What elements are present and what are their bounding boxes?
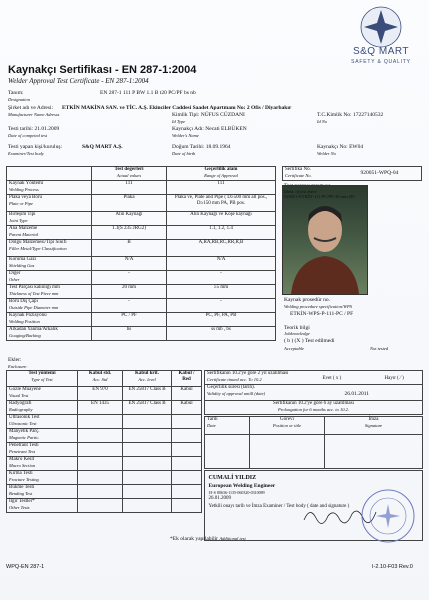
variable-actual: PC / PF: [92, 313, 167, 327]
variable-label: Diğer Other: [7, 271, 92, 285]
test-level: [123, 429, 172, 443]
variable-actual: -: [92, 271, 167, 285]
wps-en: Welding procedure specification/WPS: [284, 304, 352, 309]
cert-no-box: [282, 166, 422, 181]
range-header: Geçerlilik alanı Range of Approval: [167, 167, 276, 181]
validity-value: 26.01.2011: [344, 390, 370, 397]
test-level: [123, 471, 172, 485]
welder-portrait-icon: [283, 186, 367, 294]
variable-range: ss mb , bs: [167, 327, 276, 341]
variable-row: [7, 226, 276, 240]
manufacturer-en: Manufacturer Name Adresss: [8, 112, 60, 117]
variable-label: Plaka veya Boru Plate or Pipe: [7, 195, 92, 212]
variable-actual: 1.1(S 235 JRG2): [92, 226, 167, 240]
test-label: Radyografi Radiography: [7, 401, 78, 415]
variable-label: Birleşim Tipi Joint Type: [7, 212, 92, 226]
footer-rev: I-2.10-F03 Rev.0: [372, 564, 413, 570]
examiner-en: Examiner/Test body: [8, 151, 44, 156]
brand-logo: [340, 6, 422, 70]
brand-tagline: SAFETY & QUALITY: [351, 59, 411, 65]
variable-label: Ana Malzeme Parent Material: [7, 226, 92, 240]
enclosure-label: Ekler:: [8, 357, 22, 363]
inspector-title: European Welding Engineer: [208, 482, 276, 489]
designation-value: EN 287-1 111 P BW 1.1 B t20 PC/PF bs nb: [100, 90, 196, 96]
test-acc: [172, 471, 202, 485]
test-row: [7, 415, 202, 429]
variable-row: [7, 257, 276, 271]
star-logo-icon: [360, 6, 402, 48]
tc-label: T.C.Kimlik No: 17227140532: [317, 112, 384, 118]
test-level: [123, 415, 172, 429]
test-std: [78, 457, 123, 471]
variable-range: Alın Kaynağı ve Köşe kaynağı: [167, 212, 276, 226]
level-header: Kabul krit. Acc. level: [123, 371, 172, 387]
test-date-en: Date of competed test: [8, 133, 48, 138]
examiner-value: S&Q MART A.Ş.: [82, 144, 123, 150]
test-acc: [172, 429, 202, 443]
page-subtitle: Welder Approval Test Certificate - EN 287-1:2004: [8, 77, 149, 85]
acceptable-en: Acceptable: [284, 346, 304, 351]
test-std: [78, 485, 123, 499]
inspector-id: I/I-S 80636-1135-060320-0310089: [208, 489, 265, 495]
test-std: [78, 443, 123, 457]
test-acc: Kabul: [172, 387, 202, 401]
company-stamp-icon: [360, 488, 416, 544]
variable-row: [7, 327, 276, 341]
test-level: [123, 499, 172, 513]
variable-range: -: [167, 271, 276, 285]
test-acc: Kabul: [172, 401, 202, 415]
birth-en: Date of birth: [172, 151, 196, 156]
variable-row: [7, 212, 276, 226]
actual-header: Test değerleri Actual values: [92, 167, 167, 181]
manufacturer-label: Şirket adı ve Adresi:: [8, 105, 54, 111]
variable-row: [7, 285, 276, 299]
variable-range: ≥5 mm: [167, 285, 276, 299]
variable-actual: -: [92, 299, 167, 313]
test-std: [78, 499, 123, 513]
variable-row: [7, 271, 276, 285]
test-acc: [172, 485, 202, 499]
welder-photo: [282, 185, 368, 295]
variable-actual: bs: [92, 327, 167, 341]
variable-actual: 20 mm: [92, 285, 167, 299]
variable-range: A,RA,RB,RC,RR,R,B: [167, 240, 276, 257]
date-header: Tarih Date: [205, 417, 250, 435]
evet-option: Evet ( x ): [322, 375, 342, 381]
knowledge-value: ( b ) (X ) Test edilmedi: [284, 338, 335, 344]
test-std: EN 1435: [78, 401, 123, 415]
variable-row: [7, 181, 276, 195]
test-label: Kırma Testi Fracture Testing: [7, 471, 78, 485]
variable-row: [7, 240, 276, 257]
variable-label: Dolgu Malzemesi/Tipi Sınıfı Filler Metal/Type Classification: [7, 240, 92, 257]
variable-row: [7, 313, 276, 327]
manufacturer-value: ETKİN MAKİNA SAN. ve TİC. A.Ş. Ekinciler Caddesi Saadet Apartmanı No: 2 Ofis / Diyarbakır: [62, 105, 292, 111]
hayir-option: Hayır ( ⁄ ): [384, 375, 404, 381]
welder-no-en: Welder No: [317, 151, 336, 156]
test-level: [123, 457, 172, 471]
not-tested-en: Not tested: [370, 346, 389, 351]
footer-note: *Ek olarak yapılabilir Additional test: [170, 536, 246, 542]
test-row: [7, 471, 202, 485]
tc-en: Id No: [317, 119, 328, 124]
test-acc: [172, 457, 202, 471]
test-label: Manyetik Parç. Magnetic Partic.: [7, 429, 78, 443]
welder-name-en: Welder's Name: [172, 133, 199, 138]
test-label: Penetrant Testi Penetrant Test: [7, 443, 78, 457]
test-std: [78, 429, 123, 443]
variable-actual: B: [92, 240, 167, 257]
tests-table: [6, 370, 202, 513]
birth-label: Doğum Tarihi: 18.09.1964: [172, 144, 231, 150]
welder-name-label: Kaynakçı Adı: Necati ELBÜKEN: [172, 126, 247, 132]
inspector-name: CUMALİ YILDIZ: [208, 474, 257, 481]
variable-actual: N/A: [92, 257, 167, 271]
prolong-pos-empty: [250, 435, 325, 469]
variable-label: Kaynak Yöntemi Welding Process: [7, 181, 92, 195]
variables-corner: [7, 167, 92, 181]
inspector-date: 26.01.2009: [208, 495, 231, 501]
designation-label: Tanım:: [8, 90, 24, 96]
variables-table: [6, 166, 276, 341]
test-level: [123, 485, 172, 499]
variable-range: -: [167, 299, 276, 313]
prolong-date-empty: [205, 435, 250, 469]
designation-en: Designation: [8, 97, 30, 102]
extension-table: [204, 370, 423, 415]
variable-actual: 111: [92, 181, 167, 195]
test-row: [7, 429, 202, 443]
validity-cell: Geçerlilik süresi (tarih). Validity of approval untill (date) 26.01.2011: [205, 385, 423, 401]
position-header: Görevi Position or title: [250, 417, 325, 435]
test-level: EN 25817 Class B: [123, 401, 172, 415]
variable-actual: Alın Kaynağı: [92, 212, 167, 226]
enclosure-en: Enclosure:: [8, 364, 28, 369]
acc-header: Kabul / Red: [172, 371, 202, 387]
test-label: İlgir Testler* Other Tests: [7, 499, 78, 513]
id-type-label: Kimlik Tipi: NÜFUS CÜZDANI: [172, 112, 245, 118]
id-type-en: Id Type: [172, 119, 186, 124]
extension-cell: Sertifikanın 10.2'ye göre 2 yıl uzatılması Certificate tinued acc. To 10.2 Evet ( x ) Hayır ( ⁄ ): [205, 371, 423, 385]
knowledge-en: Jobknowledge: [284, 331, 310, 336]
test-row: [7, 485, 202, 499]
variable-range: Plaka ve, Plate and Pipe ( D≥500 mm all pos., D≥150 mm PA, PB pos.: [167, 195, 276, 212]
variable-range: 1.1, 1.2, 1.4: [167, 226, 276, 240]
variable-label: Koruma Gazı Shielding Gas: [7, 257, 92, 271]
variable-range: N/A: [167, 257, 276, 271]
signature-header: İmza Signature: [325, 417, 423, 435]
test-label: Gözle Muayene Visual Test: [7, 387, 78, 401]
test-acc: [172, 499, 202, 513]
test-acc: [172, 415, 202, 429]
piece-value: 920051-ETKİN-111-PC/PF-20 mm (P): [284, 194, 355, 199]
page-title: Kaynakçı Sertifikası - EN 287-1:2004: [8, 64, 197, 76]
test-std: EN 970: [78, 387, 123, 401]
brand-name: S&Q MART: [352, 46, 410, 57]
test-label: Makro Kesit Macro Section: [7, 457, 78, 471]
variable-label: Test Parçası kalınlığı mm Thickness of Test Piece mm: [7, 285, 92, 299]
test-std: [78, 415, 123, 429]
variable-range: 111: [167, 181, 276, 195]
test-std: [78, 471, 123, 485]
test-level: EN 25817 Class B: [123, 387, 172, 401]
test-label: Bükme Testi Bending Test: [7, 485, 78, 499]
variable-row: [7, 195, 276, 212]
piece-en: Ident. of test piece: [284, 189, 317, 194]
type-header: Test yöntemi Type of Test: [7, 371, 78, 387]
test-row: [7, 387, 202, 401]
examiner-label: Testi yapan kişi/kuruluş:: [8, 144, 62, 150]
prolong-sig-empty: [325, 435, 423, 469]
cert-no-cell: Sertifika No. Certificate No. 920051-WPQ-04: [283, 167, 422, 181]
test-row: [7, 401, 202, 415]
variable-row: [7, 299, 276, 313]
test-acc: [172, 443, 202, 457]
variable-label: Kaynak Pozisyonu Welding Position: [7, 313, 92, 327]
test-row: [7, 499, 202, 513]
knowledge-label: Teorik bilgi: [284, 325, 310, 331]
wps-value: ETKİN-WPS-P-111-PC / PF: [290, 311, 354, 317]
test-row: [7, 457, 202, 471]
prolong-cell: Sertifikanın 10.2'ye göre 6 ay uzatılması Prolongation for 6 months acc. to 10.2.: [205, 401, 423, 415]
variable-label: Boru Dış Çapı Outside Pipe Diameter mm: [7, 299, 92, 313]
wps-label: Kaynak prosedür no.: [284, 297, 330, 303]
footer-form: WPQ-EN 287-1: [6, 564, 45, 570]
test-date-label: Testi tarihi: 21.01.2009: [8, 126, 60, 132]
prolong-table: [204, 416, 423, 469]
variable-actual: Plaka: [92, 195, 167, 212]
test-label: Ultrasonik Test Ultrasonic Test: [7, 415, 78, 429]
variable-label: Arkadan Yanma/Arkalık Gouging/Backing: [7, 327, 92, 341]
std-header: Kabul std. Acc. Std: [78, 371, 123, 387]
variable-range: PC, PF, PA, PB: [167, 313, 276, 327]
test-level: [123, 443, 172, 457]
test-row: [7, 443, 202, 457]
authority-text: Yetkili onayı tarih ve İmza Examiner / Test body ( date and signature ): [208, 503, 350, 509]
welder-no-label: Kaynakçı No: EW04: [317, 144, 364, 150]
